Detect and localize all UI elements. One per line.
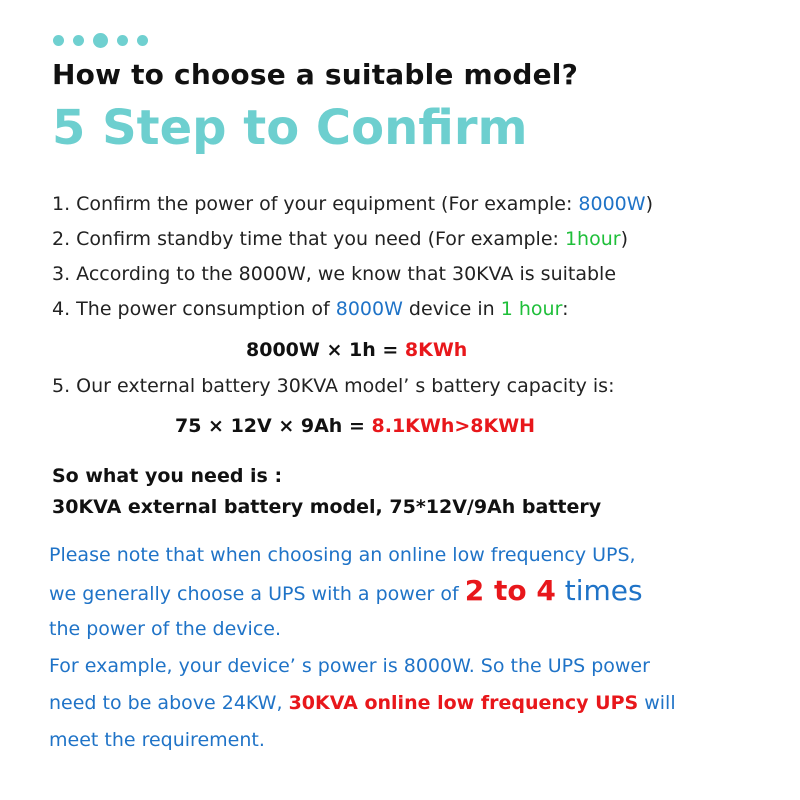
step-2-end: )	[620, 228, 628, 250]
step-2-highlight: 1hour	[564, 228, 621, 250]
step-1-text: 1. Confirm the power of your equipment (For example:	[52, 193, 579, 215]
step-4	[52, 298, 568, 320]
step-2-text: 2. Confirm standby time that you need (For example:	[52, 228, 565, 250]
step-4-highlight-a: 8000W	[335, 298, 403, 320]
dot-icon	[53, 35, 64, 46]
step-3	[52, 263, 616, 285]
formula-power-text: 8000W × 1h =	[246, 339, 405, 361]
note-line-2-text: we generally choose a UPS with a power of	[49, 583, 465, 605]
dot-icon	[137, 35, 148, 46]
summary-line-1: So what you need is :	[52, 465, 283, 487]
note-line-4: For example, your device’ s power is 8000W. So the UPS power	[49, 655, 650, 677]
note-line-2	[49, 574, 643, 607]
step-4-text-a: 4. The power consumption of	[52, 298, 336, 320]
note-multiplier: 2 to 4	[464, 574, 556, 607]
step-5	[52, 375, 614, 397]
note-line-5-end: will	[638, 692, 676, 714]
step-2	[52, 228, 628, 250]
dot-icon	[73, 35, 84, 46]
formula-capacity-text: 75 × 12V × 9Ah =	[175, 415, 372, 437]
page-title: How to choose a suitable model?	[52, 58, 579, 91]
note-line-5-text: need to be above 24KW,	[49, 692, 289, 714]
note-line-3: the power of the device.	[49, 618, 282, 640]
note-ups-model: 30KVA online low frequency UPS	[288, 692, 639, 714]
page-subtitle: 5 Step to Confirm	[52, 100, 528, 156]
formula-power	[246, 339, 467, 361]
note-line-1: Please note that when choosing an online low frequency UPS,	[49, 544, 636, 566]
note-line-5	[49, 692, 676, 714]
dot-icon	[117, 35, 128, 46]
step-5-text: 5. Our external battery 30KVA model’ s battery capacity is:	[52, 375, 615, 397]
step-1	[52, 193, 653, 215]
step-4-end: :	[562, 298, 569, 320]
step-1-end: )	[645, 193, 653, 215]
step-4-highlight-b: 1 hour	[500, 298, 563, 320]
step-4-text-b: device in	[402, 298, 501, 320]
note-times: times	[555, 574, 643, 607]
formula-power-result: 8KWh	[404, 339, 468, 361]
formula-capacity-result: 8.1KWh>8KWH	[371, 415, 536, 437]
step-3-text: 3. According to the 8000W, we know that 30KVA is suitable	[52, 263, 617, 285]
formula-capacity	[175, 415, 535, 437]
dot-icon	[93, 33, 108, 48]
note-line-6: meet the requirement.	[49, 729, 265, 751]
decorative-dots	[53, 31, 157, 49]
step-1-highlight: 8000W	[578, 193, 646, 215]
summary-line-2: 30KVA external battery model, 75*12V/9Ah battery	[52, 496, 602, 518]
